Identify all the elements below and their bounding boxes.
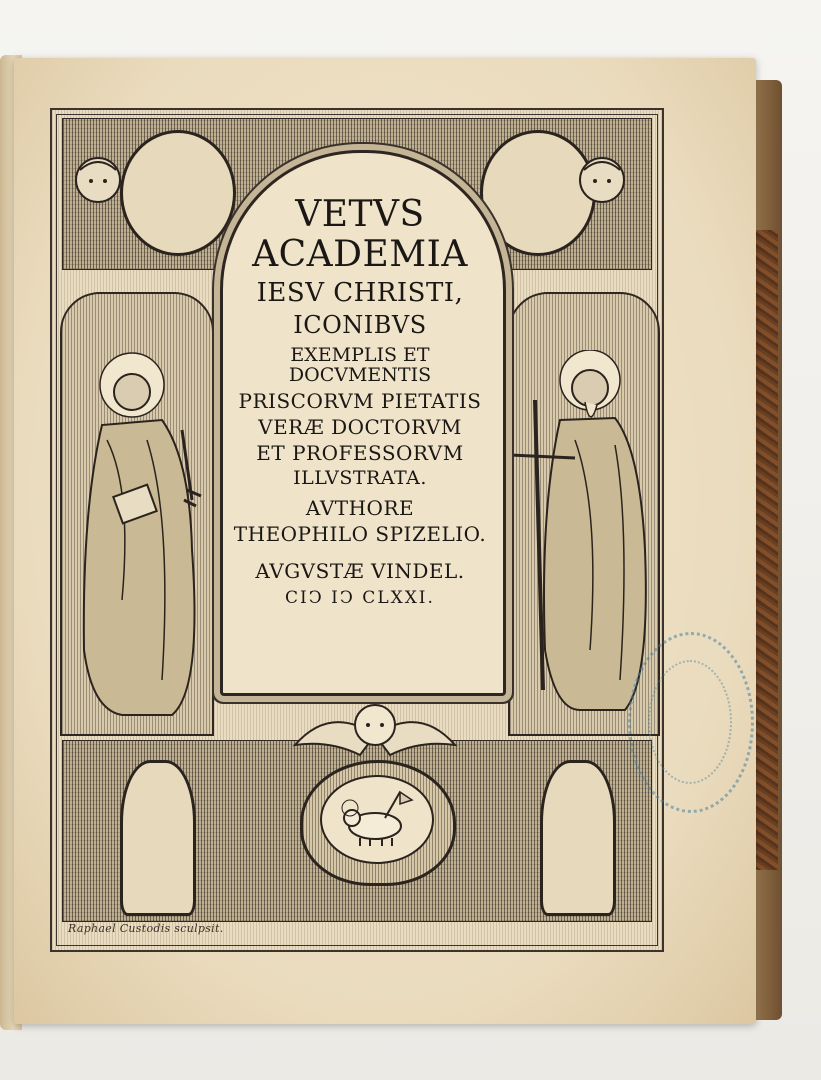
title-text-block [222,190,498,608]
title-line-7: VERÆ DOCTORVM [258,414,462,439]
title-line-8: ET PROFESSORVM [256,440,464,465]
author-name: THEOPHILO SPIZELIO. [233,521,487,546]
title-line-3: IESV CHRISTI, [256,277,464,308]
imprint-date: CIↃ IↃ CLXXI. [285,587,435,608]
title-line-1: VETVS [295,194,425,235]
title-line-4: ICONIBVS [293,310,427,339]
library-stamp-inner [648,660,732,784]
saint-peter-figure [62,350,212,740]
title-line-2: ACADEMIA [252,233,468,275]
author-label: AVTHORE [305,495,415,520]
title-line-9: ILLVSTRATA. [293,466,427,489]
winged-cherub [290,695,460,770]
cherub-head-left [68,150,128,210]
left-scroll-ornament [120,130,236,256]
marbled-cover [756,230,778,870]
saint-paul-figure [505,350,655,740]
imprint-place: AVGVSTÆ VINDEL. [255,558,465,583]
left-pedestal-scroll [120,760,196,916]
engraver-signature: Raphael Custodis sculpsit. [68,922,224,935]
title-line-5: EXEMPLIS ET DOCVMENTIS [288,344,432,387]
cherub-head-right [572,150,632,210]
title-line-6: PRISCORVM PIETATIS [238,388,482,413]
right-pedestal-scroll [540,760,616,916]
lamb-emblem [330,790,420,850]
